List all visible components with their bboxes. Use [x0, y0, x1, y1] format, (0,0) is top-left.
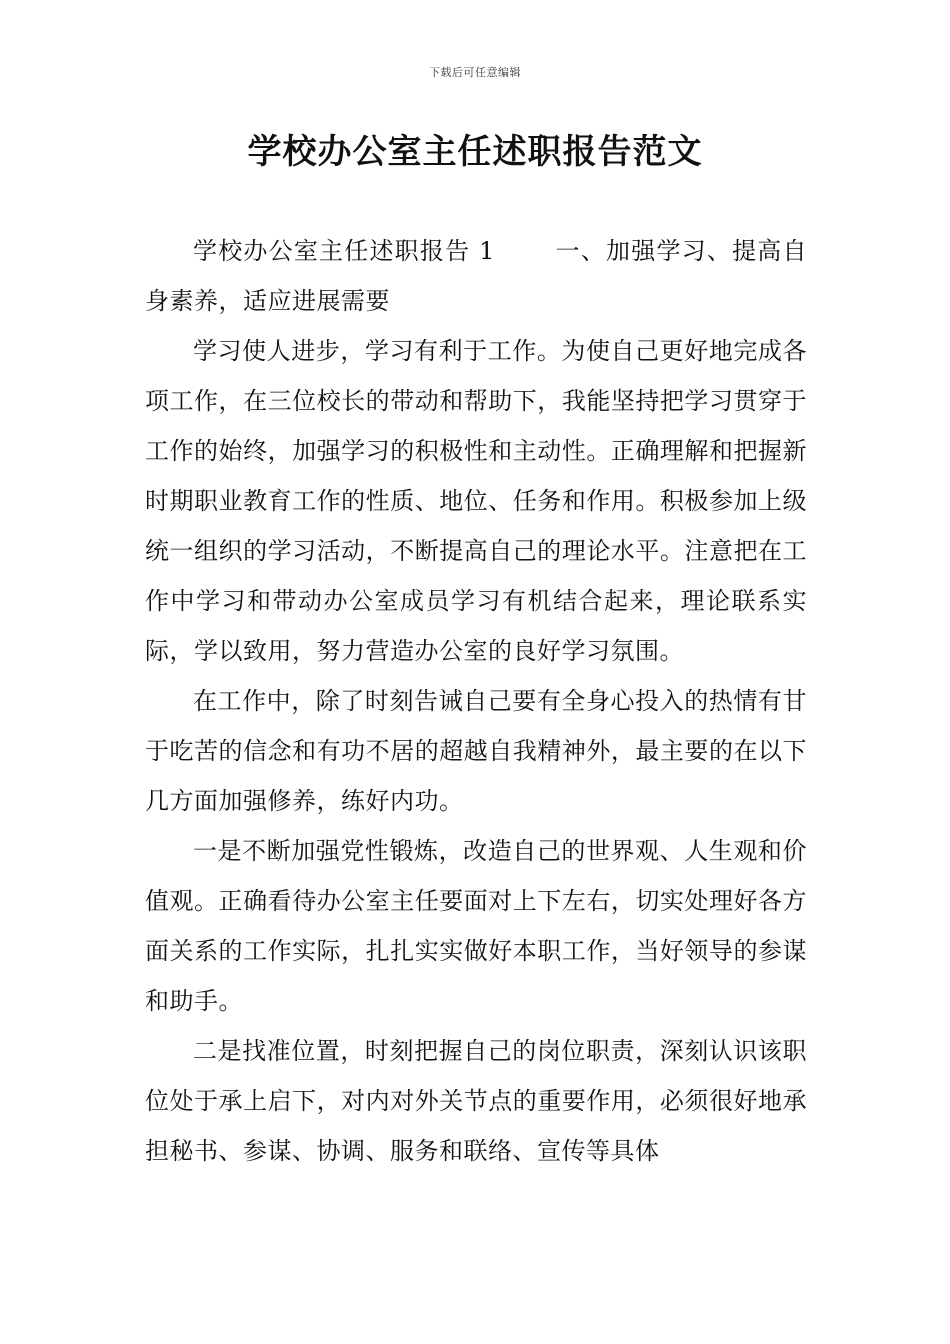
- body-paragraph-3: 一是不断加强党性锻炼，改造自己的世界观、人生观和价值观。正确看待办公室主任要面对上下左右，切实处理好各方面关系的工作实际，扎扎实实做好本职工作，当好领导的参谋和助手。: [145, 837, 807, 1015]
- document-title: 学校办公室主任述职报告范文: [247, 132, 703, 172]
- section-heading: 一、加强学习、提高自身素养，适应进展需要: [145, 237, 807, 315]
- document-body: [145, 226, 807, 1176]
- body-paragraph-4: 二是找准位置，时刻把握自己的岗位职责，深刻认识该职位处于承上启下，对内对外关节点的重要作用，必须很好地承担秘书、参谋、协调、服务和联络、宣传等具体: [145, 1037, 807, 1165]
- body-paragraph-2: 在工作中，除了时刻告诫自己要有全身心投入的热情有甘于吃苦的信念和有功不居的超越自我精神外，最主要的在以下几方面加强修养，练好内功。: [145, 687, 807, 815]
- report-label: 学校办公室主任述职报告 1: [193, 237, 495, 265]
- header-note: 下载后可任意编辑: [429, 66, 521, 79]
- body-paragraph-1: 学习使人进步，学习有利于工作。为使自己更好地完成各项工作，在三位校长的带动和帮助下，我能坚持把学习贯穿于工作的始终，加强学习的积极性和主动性。正确理解和把握新时期职业教育工作的性质、地位、任务和作用。积极参加上级统一组织的学习活动，不断提高自己的理论水平。注意把在工作中学习和带动办公室成员学习有机结合起来，理论联系实际，学以致用，努力营造办公室的良好学习氛围。: [145, 337, 807, 665]
- intro-paragraph: [145, 226, 807, 326]
